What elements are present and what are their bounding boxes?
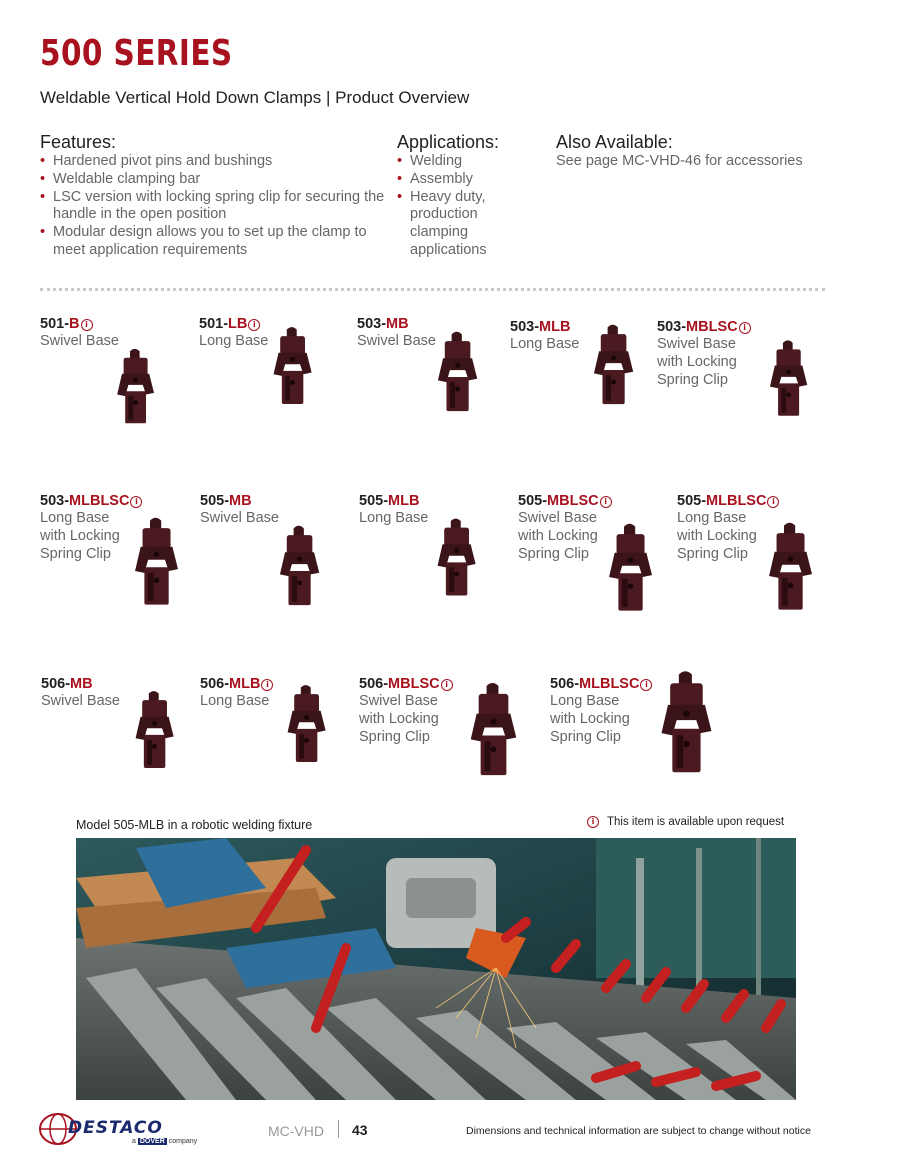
applications-section xyxy=(397,131,517,260)
also-available-heading: Also Available: xyxy=(556,132,673,152)
product-description: Swivel Base xyxy=(41,693,120,709)
dover-tag-pre: a xyxy=(132,1138,136,1145)
clamp-image-503-mlb xyxy=(582,308,646,426)
product-suffix: MB xyxy=(229,493,252,509)
destaco-wordmark: DESTACO xyxy=(68,1118,163,1138)
features-section xyxy=(40,131,385,260)
clamp-image-506-mlb xyxy=(276,670,338,782)
dover-company-tag xyxy=(132,1138,197,1145)
product-prefix: 506- xyxy=(200,676,230,692)
product-description: Long Base xyxy=(359,510,429,526)
product-prefix: 501- xyxy=(40,316,70,332)
clamp-image-506-mb xyxy=(124,682,186,782)
applications-heading: Applications: xyxy=(397,132,500,152)
page-number: 43 xyxy=(352,1122,368,1138)
features-item: • Weldable clamping bar xyxy=(40,171,385,189)
product-description: Long Base xyxy=(200,693,270,709)
info-icon: i xyxy=(261,679,273,691)
info-icon: i xyxy=(248,319,260,331)
applications-item: • Welding xyxy=(397,153,517,171)
also-available-text: See page MC-VHD-46 for accessories xyxy=(556,153,803,169)
product-description: Swivel Base xyxy=(357,333,436,349)
product-suffix: MLBLSC xyxy=(69,493,130,509)
product-suffix: MLB xyxy=(388,493,420,509)
product-prefix: 505- xyxy=(677,493,707,509)
product-description: Long Base with Locking Spring Clip xyxy=(550,693,630,745)
product-suffix: LB xyxy=(228,316,248,332)
features-heading: Features: xyxy=(40,132,117,152)
clamp-image-503-mblsc xyxy=(754,338,824,423)
product-prefix: 503- xyxy=(510,319,540,335)
product-description: Long Base with Locking Spring Clip xyxy=(677,510,757,562)
info-icon: i xyxy=(767,496,779,508)
applications-list xyxy=(397,153,517,260)
footer-series: MC-VHD xyxy=(268,1123,324,1139)
features-item: • LSC version with locking spring clip for securing the handle in the open position xyxy=(40,189,385,225)
page-subtitle: Weldable Vertical Hold Down Clamps | Product Overview xyxy=(40,88,470,107)
product-prefix: 506- xyxy=(550,676,580,692)
product-description: Swivel Base xyxy=(40,333,119,349)
product-description: Swivel Base with Locking Spring Clip xyxy=(657,336,737,388)
availability-note xyxy=(586,816,784,828)
product-suffix: MLBLSC xyxy=(706,493,767,509)
also-available-section xyxy=(556,131,856,171)
features-list xyxy=(40,153,385,260)
destaco-logo xyxy=(38,1112,198,1152)
clamp-image-505-mlb xyxy=(426,502,488,617)
product-suffix: MBLSC xyxy=(547,493,599,509)
applications-item: • Heavy duty, production clamping applications xyxy=(397,189,517,260)
features-item: • Hardened pivot pins and bushings xyxy=(40,153,385,171)
clamp-image-501-lb xyxy=(262,312,324,424)
product-prefix: 503- xyxy=(40,493,70,509)
series-title: 500 SERIES xyxy=(40,33,233,74)
product-description: Long Base with Locking Spring Clip xyxy=(40,510,120,562)
clamp-image-505-mb xyxy=(268,516,332,620)
product-suffix: MBLSC xyxy=(686,319,738,335)
availability-note-text: This item is available upon request xyxy=(607,816,785,828)
footer-separator xyxy=(338,1120,339,1138)
clamp-image-503-mlblsc xyxy=(122,510,192,618)
product-suffix: MB xyxy=(386,316,409,332)
applications-item: • Assembly xyxy=(397,171,517,189)
info-icon: i xyxy=(600,496,612,508)
clamp-image-503-mb xyxy=(426,320,490,428)
clamp-image-505-mblsc xyxy=(596,520,666,620)
product-prefix: 505- xyxy=(359,493,389,509)
product-description: Long Base xyxy=(199,333,269,349)
product-prefix: 506- xyxy=(359,676,389,692)
section-divider xyxy=(40,288,825,291)
info-icon: i xyxy=(130,496,142,508)
clamp-image-501-b xyxy=(106,336,166,441)
product-prefix: 503- xyxy=(357,316,387,332)
dover-badge: DOVER xyxy=(139,1138,165,1145)
product-suffix: B xyxy=(69,316,80,332)
features-item: • Modular design allows you to set up the clamp to meet application requirements xyxy=(40,224,385,260)
photo-caption: Model 505-MLB in a robotic welding fixture xyxy=(76,818,313,832)
product-description: Swivel Base xyxy=(200,510,279,526)
clamp-image-506-mblsc xyxy=(446,680,542,784)
product-prefix: 506- xyxy=(41,676,71,692)
product-description: Swivel Base with Locking Spring Clip xyxy=(518,510,598,562)
info-icon: i xyxy=(739,322,751,334)
product-description: Swivel Base with Locking Spring Clip xyxy=(359,693,439,745)
dover-tag-post: company xyxy=(168,1138,198,1145)
product-prefix: 503- xyxy=(657,319,687,335)
footer-disclaimer: Dimensions and technical information are subject to change without notice xyxy=(466,1125,811,1137)
product-prefix: 505- xyxy=(200,493,230,509)
product-suffix: MLBLSC xyxy=(579,676,640,692)
clamp-image-506-mlblsc xyxy=(642,668,732,782)
clamp-image-505-mlblsc xyxy=(756,516,826,622)
info-icon: i xyxy=(587,816,599,828)
product-description: Long Base xyxy=(510,336,580,352)
product-suffix: MLB xyxy=(539,319,571,335)
robotic-welding-photo xyxy=(76,838,796,1100)
product-prefix: 501- xyxy=(199,316,229,332)
product-suffix: MLB xyxy=(229,676,261,692)
product-suffix: MB xyxy=(70,676,93,692)
info-icon: i xyxy=(640,679,652,691)
info-icon: i xyxy=(81,319,93,331)
product-suffix: MBLSC xyxy=(388,676,440,692)
info-icon: i xyxy=(441,679,453,691)
product-prefix: 505- xyxy=(518,493,548,509)
